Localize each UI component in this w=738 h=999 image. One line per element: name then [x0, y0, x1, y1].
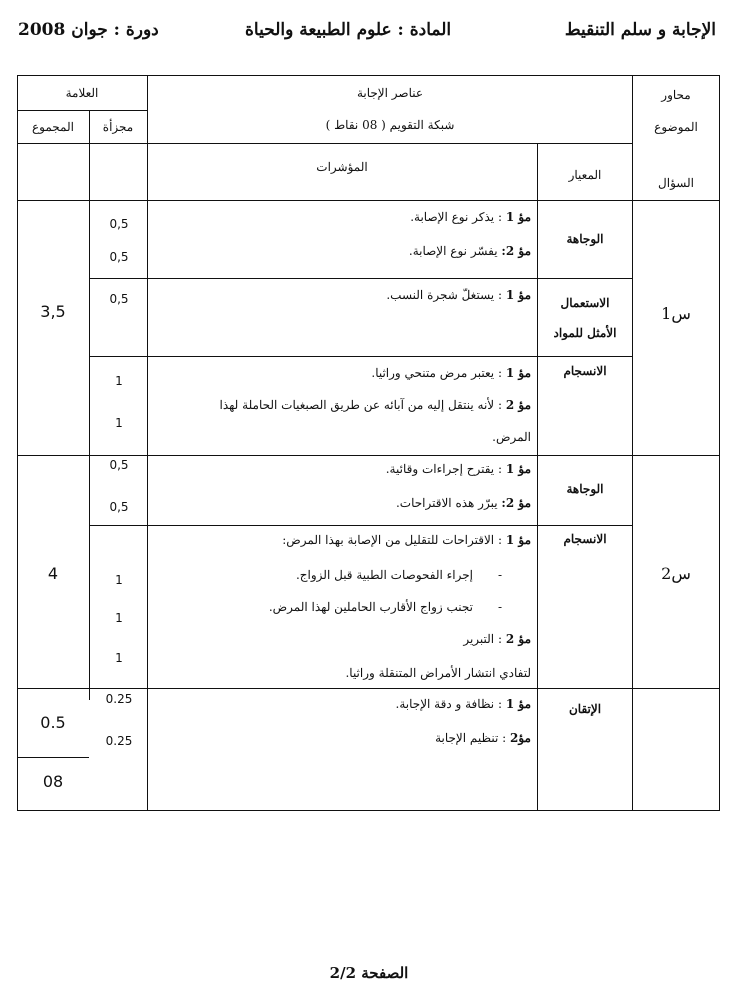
header-title: الإجابة و سلم التنقيط	[564, 20, 716, 40]
header-subject: المادة : علوم الطبيعة والحياة	[245, 20, 452, 40]
col-question-label: السؤال	[658, 176, 694, 190]
q1-indicator-1: مؤ 1 : يذكر نوع الإصابة.	[410, 210, 531, 224]
q2-indicator-2: مؤ 2: يبرّر هذه الاقتراحات.	[395, 496, 531, 510]
q2-mark-1: 0,5	[109, 458, 129, 472]
q1-indicator-2: مؤ 2: يفسّر نوع الإصابة.	[408, 244, 531, 258]
q1-indicator-5-cont: المرض.	[492, 430, 531, 444]
q3-indicator-2: مؤ2 : تنظيم الإجابة	[435, 731, 531, 745]
q2-indicator-4: إجراء الفحوصات الطبية قبل الزواج.	[295, 568, 473, 582]
q1-mark-3: 0,5	[109, 292, 129, 306]
col-partial-label: مجزأة	[102, 120, 134, 134]
q1-indicator-4: مؤ 1 : يعتبر مرض متنحي وراثيا.	[371, 366, 531, 380]
q2-indicator-5: تجنب زواج الأقارب الحاملين لهذا المرض.	[268, 600, 473, 614]
q2-mark-3: 1	[115, 573, 123, 587]
q3-criterion-mastery: الإتقان	[568, 702, 602, 716]
q2-criterion-relevance: الوجاهة	[566, 482, 604, 496]
q1-mark-4: 1	[115, 374, 123, 388]
question-2-label: س2	[661, 564, 691, 583]
q2-indicator-3: مؤ 1 : الاقتراحات للتقليل من الإصابة بهذا المرض:	[282, 533, 531, 547]
q1-criterion-use-1: الاستعمال	[560, 296, 610, 310]
q2-mark-2: 0,5	[109, 500, 129, 514]
header-session: دورة : جوان 2008	[18, 20, 159, 40]
q2-indicator-1: مؤ 1 : يقترح إجراءات وقائية.	[385, 462, 531, 476]
col-indicators-label: المؤشرات	[316, 160, 368, 174]
q1-indicator-5: مؤ 2 : لأنه ينتقل إليه من آبائه عن طريق الصبغيات الحاملة لهذا	[219, 398, 531, 412]
q1-criterion-use-2: الأمثل للمواد	[553, 326, 617, 340]
q1-indicator-3: مؤ 1 : يستغلّ شجرة النسب.	[386, 288, 531, 302]
grand-total: 08	[42, 772, 64, 791]
q1-criterion-relevance: الوجاهة	[566, 232, 604, 246]
q2-criterion-coherence: الانسجام	[563, 532, 607, 546]
question-1-label: س1	[661, 304, 691, 323]
q3-total: 0.5	[40, 713, 66, 732]
q2-mark-5: 1	[115, 651, 123, 665]
col-mark-label: العلامة	[65, 86, 99, 100]
col-axes-label: محاور	[661, 88, 691, 102]
q1-mark-1: 0,5	[109, 217, 129, 231]
q2-dash-2: -	[497, 600, 502, 614]
q1-mark-5: 1	[115, 416, 123, 430]
q2-mark-4: 1	[115, 611, 123, 625]
q2-indicator-7: لتفادي انتشار الأمراض المتنقلة وراثيا.	[345, 666, 531, 680]
question-2-total: 4	[47, 564, 59, 583]
page-number: الصفحة 2/2	[329, 964, 409, 982]
q1-criterion-coherence: الانسجام	[563, 364, 607, 378]
col-axes-label-2: الموضوع	[654, 120, 698, 134]
q1-mark-2: 0,5	[109, 250, 129, 264]
q3-indicator-1: مؤ 1 : نظافة و دقة الإجابة.	[395, 697, 531, 711]
q2-indicator-6: مؤ 2 : التبرير	[463, 632, 531, 646]
col-total-label: المجموع	[32, 120, 74, 134]
grid-title: شبكة التقويم ( 08 نقاط )	[325, 118, 455, 132]
question-1-total: 3,5	[40, 302, 66, 321]
q3-mark-1: 0.25	[105, 692, 133, 706]
col-elements-label: عناصر الإجابة	[356, 86, 424, 100]
q3-mark-2: 0.25	[105, 734, 133, 748]
q2-dash-1: -	[497, 568, 502, 582]
col-criterion-label: المعيار	[568, 168, 602, 182]
